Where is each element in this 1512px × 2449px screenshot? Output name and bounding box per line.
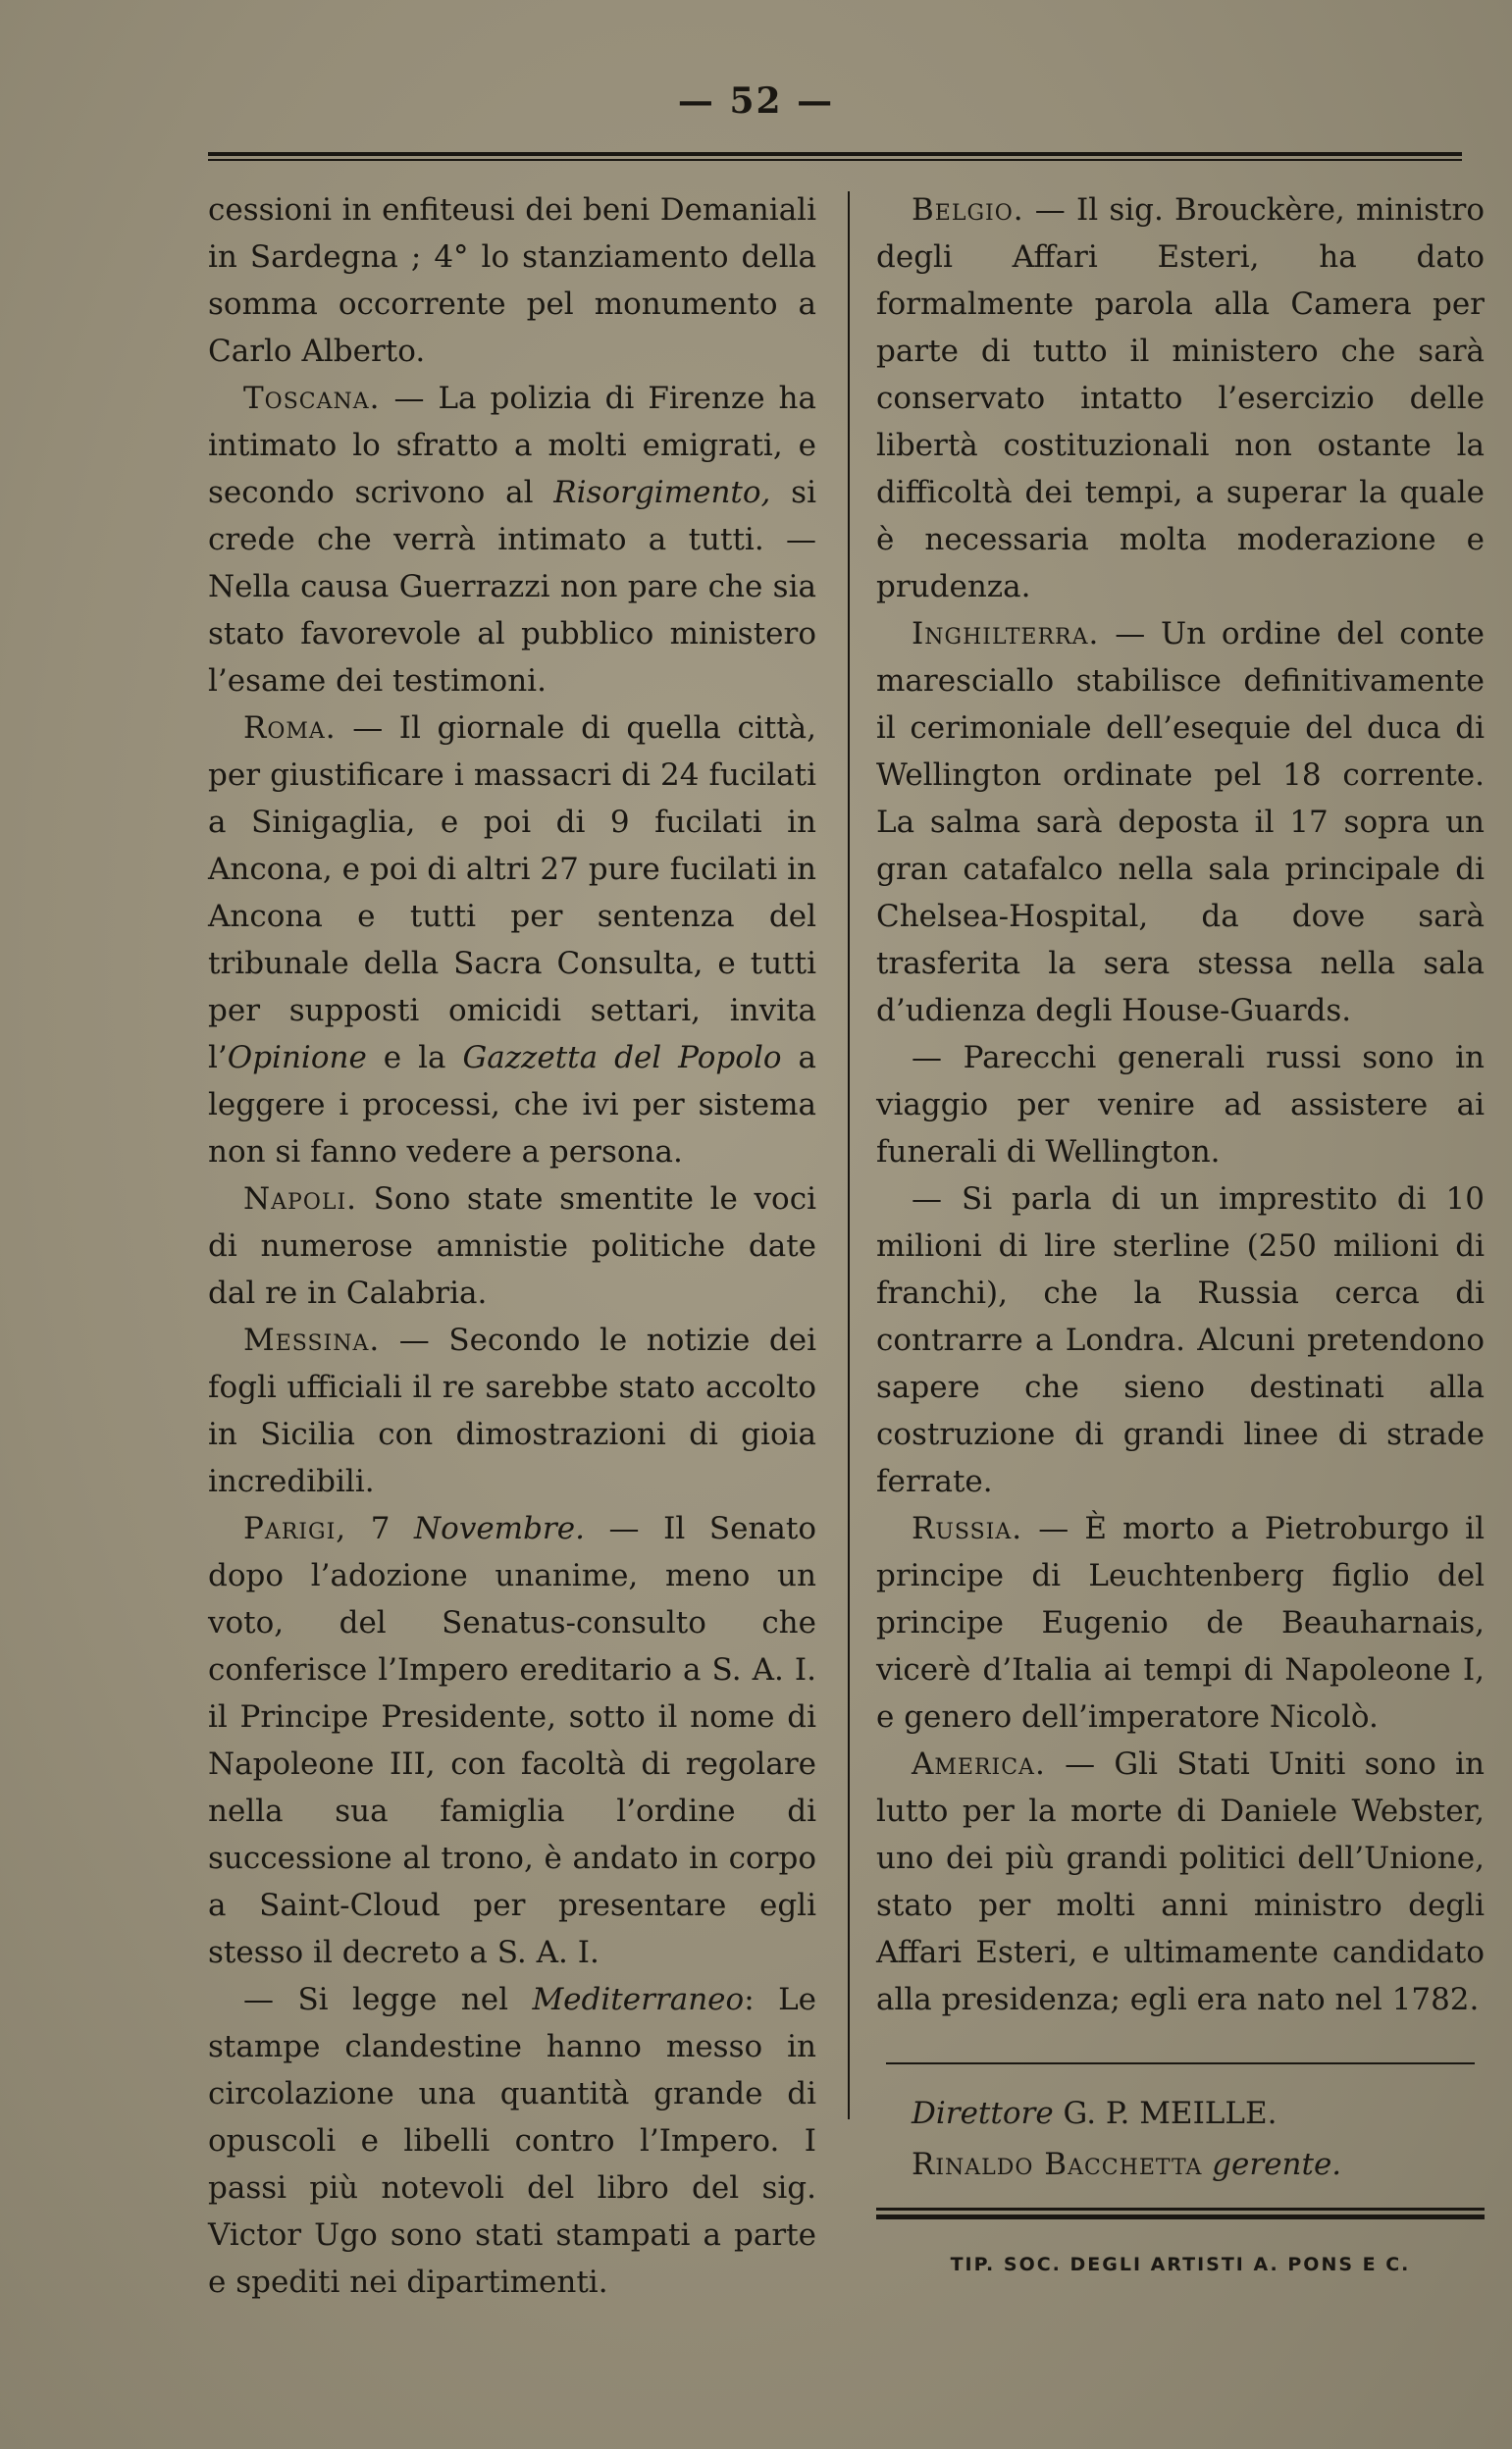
newspaper-title: Opinione <box>227 1040 367 1075</box>
article-date-month: Novembre. <box>414 1511 585 1546</box>
article-heading: Toscana. <box>243 381 381 416</box>
article-heading: Roma. <box>243 710 337 746</box>
article-text: e la <box>366 1040 463 1075</box>
article-paragraph <box>208 186 816 375</box>
article-inghilterra <box>876 610 1485 1034</box>
article-text: — Il Senato dopo l’adozione unanime, meno un voto, del Senatus-consulto che conferisce l’Impero ereditario a S. A. I. il Principe Presidente, sotto il nome di Napoleone III, con facoltà di regolare nella sua famiglia l’ordine di successione al trono, è andato in corpo a Saint-Cloud per presentare egli stesso il decreto a S. A. I. <box>208 1511 817 1970</box>
gerente-credit <box>876 2139 1485 2190</box>
article-date: 7 <box>346 1511 415 1546</box>
closing-rule <box>886 2062 1475 2064</box>
director-credit <box>876 2088 1485 2139</box>
right-column <box>876 186 1485 2288</box>
header-rule <box>208 152 1462 161</box>
article-text: — Secondo le notizie dei fogli ufficiali il re sarebbe stato accolto in Sicilia con dimostrazioni di gioia incredibili. <box>208 1323 816 1499</box>
article-text: — Il sig. Brouckère, ministro degli Affari Esteri, ha dato formalmente parola alla Camera per parte di tutto il ministero che sarà conservato intatto l’esercizio delle libertà costituzionali non ostante la difficoltà dei tempi, a superar la quale è necessaria molta moderazione e prudenza. <box>876 192 1485 604</box>
article-parigi <box>208 1505 816 1976</box>
article-heading: Inghilterra. <box>912 616 1100 651</box>
article-heading: Russia. <box>912 1511 1023 1546</box>
article-text: — È morto a Pietroburgo il principe di Leuchtenberg figlio del principe Eugenio de Beauharnais, vicerè d’Italia ai tempi di Napoleone I, e genero dell’imperatore Nicolò. <box>876 1511 1485 1735</box>
newspaper-title: Risorgimento, <box>553 475 771 510</box>
newspaper-title: Mediterraneo <box>532 1982 745 2017</box>
article-text: — Si legge nel <box>243 1982 533 2017</box>
article-text: cessioni in enfiteusi dei beni Demaniali in Sardegna ; 4° lo stanziamento della somma occorrente pel monumento a Carlo Alberto. <box>208 192 816 369</box>
article-generali-russi <box>876 1034 1485 1175</box>
left-column <box>208 186 816 2306</box>
article-text: — Il giornale di quella città, per giustificare i massacri di 24 fucilati a Sinigaglia, e poi di 9 fucilati in Ancona, e poi di altri 27 pure fucilati in Ancona e tutti per sentenza del tribunale della Sacra Consulta, e tutti per supposti omicidi settari, invita l’ <box>208 710 816 1075</box>
article-belgio <box>876 186 1485 610</box>
article-heading: Napoli. <box>243 1181 358 1217</box>
article-roma <box>208 704 816 1175</box>
article-text: — Un ordine del conte maresciallo stabilisce definitivamente il cerimoniale dell’esequie del duca di Wellington ordinate pel 18 corrente. La salma sarà deposta il 17 sopra un gran catafalco nella sala principale di Chelsea-Hospital, da dove sarà trasferita la sera stessa nella sala d’udienza degli House-Guards. <box>876 616 1485 1028</box>
gerente-label: gerente. <box>1202 2147 1342 2182</box>
director-name: G. P. MEILLE. <box>1053 2096 1277 2131</box>
article-heading: Messina. <box>243 1323 381 1358</box>
article-mediterraneo <box>208 1976 816 2306</box>
article-america <box>876 1741 1485 2023</box>
article-imprestito <box>876 1175 1485 1505</box>
gerente-name: Rinaldo Bacchetta <box>912 2147 1203 2182</box>
article-text: — Parecchi generali russi sono in viaggio per venire ad assistere ai funerali di Wellington. <box>876 1040 1485 1170</box>
page-number: — 52 — <box>677 80 835 122</box>
article-text: — Gli Stati Uniti sono in lutto per la morte di Daniele Webster, uno dei più grandi politici dell’Unione, stato per molti anni ministro degli Affari Esteri, e ultimamente candidato alla presidenza; egli era nato nel 1782. <box>876 1746 1485 2017</box>
director-label: Direttore <box>912 2096 1054 2131</box>
column-divider <box>848 191 850 2119</box>
article-text: si crede che verrà intimato a tutti. — Nella causa Guerrazzi non pare che sia stato favorevole al pubblico ministero l’esame dei testimoni. <box>208 475 816 699</box>
article-text: Sono state smentite le voci di numerose amnistie politiche date dal re in Calabria. <box>208 1181 816 1311</box>
article-toscana <box>208 375 816 704</box>
article-text: a leggere i processi, che ivi per sistema non si fanno vedere a persona. <box>208 1040 816 1170</box>
article-text: — Si parla di un imprestito di 10 milioni di lire sterline (250 milioni di franchi), che la Russia cerca di contrarre a Londra. Alcuni pretendono sapere che sieno destinati alla costruzione di grandi linee di strade ferrate. <box>876 1181 1485 1499</box>
article-text: : Le stampe clandestine hanno messo in circolazione una quantità grande di opuscoli e libelli contro l’Impero. I passi più notevoli del libro del sig. Victor Ugo sono stati stampati a parte e spediti nei dipartimenti. <box>208 1982 817 2300</box>
footer-double-rule <box>876 2208 1485 2219</box>
newspaper-title: Gazzetta del Popolo <box>462 1040 782 1075</box>
article-heading: Parigi, <box>243 1511 347 1546</box>
article-text: — La polizia di Firenze ha intimato lo sfratto a molti emigrati, e secondo scrivono al <box>208 381 816 510</box>
article-heading: Belgio. <box>912 192 1024 228</box>
article-russia <box>876 1505 1485 1741</box>
article-heading: America. <box>912 1746 1046 1782</box>
article-napoli <box>208 1175 816 1317</box>
printer-imprint: TIP. SOC. DEGLI ARTISTI A. PONS E C. <box>950 2254 1411 2275</box>
article-messina <box>208 1317 816 1505</box>
